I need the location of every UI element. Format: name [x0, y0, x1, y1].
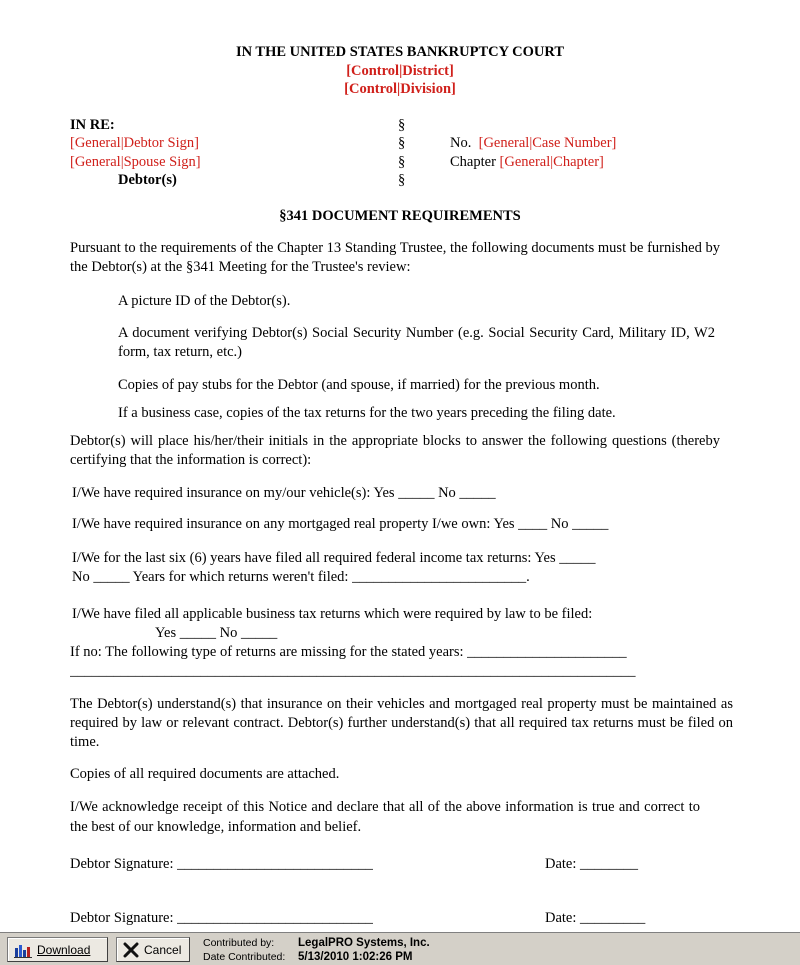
debtor-signature-line: Debtor Signature: ___________________________ [70, 856, 373, 872]
question-business-returns-answer: Yes _____ No _____ [155, 625, 278, 641]
spouse-sign-field: [General|Spouse Sign] [70, 154, 201, 170]
intro-paragraph: Pursuant to the requirements of the Chapter 13 Standing Trustee, the following documents must be furnished by the Debtor(s) at the §341 Meeting for the Trustee's review: [70, 240, 720, 275]
chapter-label: Chapter [450, 154, 496, 170]
initials-instruction: Debtor(s) will place his/her/their initials in the appropriate blocks to answer the following questions (thereby certifying that the information is correct): [70, 433, 720, 468]
requirement-item: If a business case, copies of the tax returns for the two years preceding the filing date. [118, 405, 616, 421]
question-federal-returns-cont: No _____ Years for which returns weren't filed: ________________________. [72, 569, 530, 585]
contributed-by-label: Contributed by: [203, 937, 275, 949]
chapter-field: [General|Chapter] [499, 154, 604, 170]
case-number-line [450, 134, 616, 152]
section-symbol: § [398, 154, 406, 170]
acknowledgement-paragraph: I/We acknowledge receipt of this Notice and declare that all of the above information is true and correct to the best of our knowledge, information and belief. [70, 799, 700, 835]
question-vehicle-insurance: I/We have required insurance on my/our vehicle(s): Yes _____ No _____ [72, 485, 496, 501]
signature-date-line: Date: _________ [545, 910, 646, 926]
question-business-returns: I/We have filed all applicable business tax returns which were required by law to be filed: [72, 606, 593, 622]
question-property-insurance: I/We have required insurance on any mortgaged real property I/we own: Yes ____ No _____ [72, 516, 609, 532]
debtors-label: Debtor(s) [118, 172, 177, 188]
question-federal-returns: I/We for the last six (6) years have filed all required federal income tax returns: Yes _____ [72, 550, 596, 566]
debtor-sign-field: [General|Debtor Sign] [70, 135, 199, 151]
debtor-signature-line: Debtor Signature: ___________________________ [70, 910, 373, 926]
requirement-item: A picture ID of the Debtor(s). [118, 293, 291, 309]
download-label: Download [37, 942, 91, 957]
download-button[interactable] [7, 937, 108, 962]
case-number-field: [General|Case Number] [478, 135, 617, 151]
requirement-item: Copies of pay stubs for the Debtor (and spouse, if married) for the previous month. [118, 377, 600, 393]
section-symbol: § [398, 135, 406, 151]
date-contributed-label: Date Contributed: [203, 951, 286, 963]
understanding-paragraph: The Debtor(s) understand(s) that insurance on their vehicles and mortgaged real property must be maintained as required by law or relevant contract. Debtor(s) further understand(s) that all required tax returns must be filed on time. [70, 696, 733, 750]
attached-statement: Copies of all required documents are attached. [70, 766, 340, 782]
date-contributed-value: 5/13/2010 1:02:26 PM [298, 951, 413, 963]
missing-returns-line: If no: The following type of returns are missing for the stated years: ______________________ [70, 644, 627, 660]
case-number-label: No. [450, 135, 472, 151]
missing-returns-blank: ______________________________________________________________________________ [70, 663, 636, 679]
court-heading: IN THE UNITED STATES BANKRUPTCY COURT [235, 44, 565, 60]
section-symbol: § [398, 172, 406, 188]
close-icon [123, 942, 139, 958]
district-field: [Control|District] [346, 63, 454, 79]
cancel-label: Cancel [144, 942, 182, 957]
contributed-by-value: LegalPRO Systems, Inc. [298, 937, 430, 949]
division-field: [Control|Division] [344, 81, 456, 97]
download-icon [14, 942, 32, 958]
signature-date-line: Date: ________ [545, 856, 639, 872]
requirement-item: A document verifying Debtor(s) Social Security Number (e.g. Social Security Card, Military ID, W2 form, tax return, etc.) [118, 325, 715, 360]
in-re-label: IN RE: [70, 117, 115, 133]
document-title: §341 DOCUMENT REQUIREMENTS [279, 208, 521, 224]
footer-toolbar [0, 932, 800, 965]
chapter-line [450, 153, 604, 171]
cancel-button[interactable] [116, 937, 190, 962]
section-symbol: § [398, 117, 406, 133]
